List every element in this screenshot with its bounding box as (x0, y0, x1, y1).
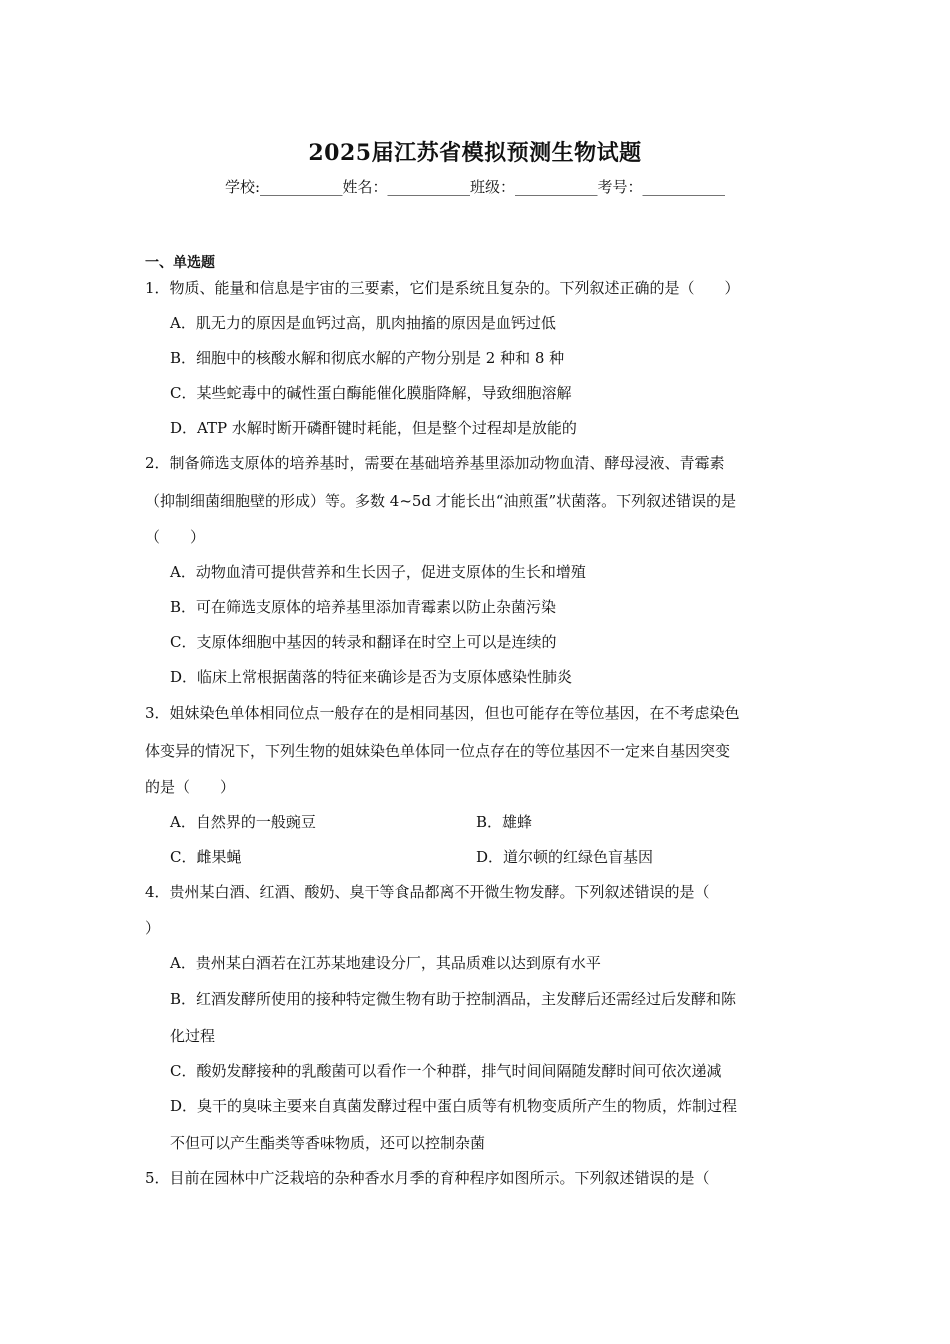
question-3-stem-line-1: 3．姐妹染色单体相同位点一般存在的是相同基因，但也可能存在等位基因，在不考虑染色 (145, 704, 740, 722)
question-3-stem-line-2: 体变异的情况下，下列生物的姐妹染色单体同一位点存在的等位基因不一定来自基因突变 (145, 742, 731, 760)
question-2-option-a: A．动物血清可提供营养和生长因子，促进支原体的生长和增殖 (170, 563, 586, 581)
question-2-stem-line-3: （ ） (145, 528, 206, 546)
student-info-line: 学校:___________姓名：___________班级：___________考号：___________ (224, 178, 726, 196)
question-4-stem-line-1: 4．贵州某白酒、红酒、酸奶、臭干等食品都离不开微生物发酵。下列叙述错误的是（ (145, 883, 710, 901)
question-1-option-b: B．细胞中的核酸水解和彻底水解的产物分别是 2 种和 8 种 (170, 349, 565, 367)
question-4-option-d-line-2: 不但可以产生酯类等香味物质，还可以控制杂菌 (170, 1134, 486, 1152)
question-3-option-b: B．雄蜂 (476, 813, 533, 831)
question-3-option-a: A．自然界的一般豌豆 (170, 813, 316, 831)
question-4-option-d-line-1: D．臭干的臭味主要来自真菌发酵过程中蛋白质等有机物变质所产生的物质，炸制过程 (170, 1097, 738, 1115)
section-heading: 一、单选题 (145, 255, 215, 271)
question-1-stem: 1．物质、能量和信息是宇宙的三要素，它们是系统且复杂的。下列叙述正确的是（ ） (145, 279, 740, 297)
question-4-option-c: C．酸奶发酵接种的乳酸菌可以看作一个种群，排气时间间隔随发酵时间可依次递减 (170, 1062, 722, 1080)
question-2-stem-line-2: （抑制细菌细胞壁的形成）等。多数 4~5d 才能长出“油煎蛋”状菌落。下列叙述错误的是 (145, 492, 737, 510)
question-1-option-c: C．某些蛇毒中的碱性蛋白酶能催化膜脂降解，导致细胞溶解 (170, 384, 572, 402)
question-5-stem-line-1: 5．目前在园林中广泛栽培的杂种香水月季的育种程序如图所示。下列叙述错误的是（ (145, 1169, 710, 1187)
question-3-option-c: C．雌果蝇 (170, 848, 242, 866)
page-title: 2025届江苏省模拟预测生物试题 (308, 140, 642, 166)
question-3-option-d: D．道尔顿的红绿色盲基因 (476, 848, 654, 866)
question-3-stem-line-3: 的是（ ） (145, 778, 236, 796)
question-1-option-a: A．肌无力的原因是血钙过高，肌肉抽搐的原因是血钙过低 (170, 314, 556, 332)
question-4-option-b-line-1: B．红酒发酵所使用的接种特定微生物有助于控制酒品，主发酵后还需经过后发酵和陈 (170, 990, 737, 1008)
question-2-option-c: C．支原体细胞中基因的转录和翻译在时空上可以是连续的 (170, 633, 557, 651)
question-1-option-d: D．ATP 水解时断开磷酐键时耗能，但是整个过程却是放能的 (170, 419, 577, 437)
question-4-option-b-line-2: 化过程 (170, 1027, 216, 1045)
question-2-option-b: B．可在筛选支原体的培养基里添加青霉素以防止杂菌污染 (170, 598, 557, 616)
question-4-stem-line-2: ） (145, 919, 161, 937)
question-2-stem-line-1: 2．制备筛选支原体的培养基时，需要在基础培养基里添加动物血清、酵母浸液、青霉素 (145, 454, 725, 472)
question-2-option-d: D．临床上常根据菌落的特征来确诊是否为支原体感染性肺炎 (170, 668, 573, 686)
question-4-option-a: A．贵州某白酒若在江苏某地建设分厂，其品质难以达到原有水平 (170, 954, 601, 972)
